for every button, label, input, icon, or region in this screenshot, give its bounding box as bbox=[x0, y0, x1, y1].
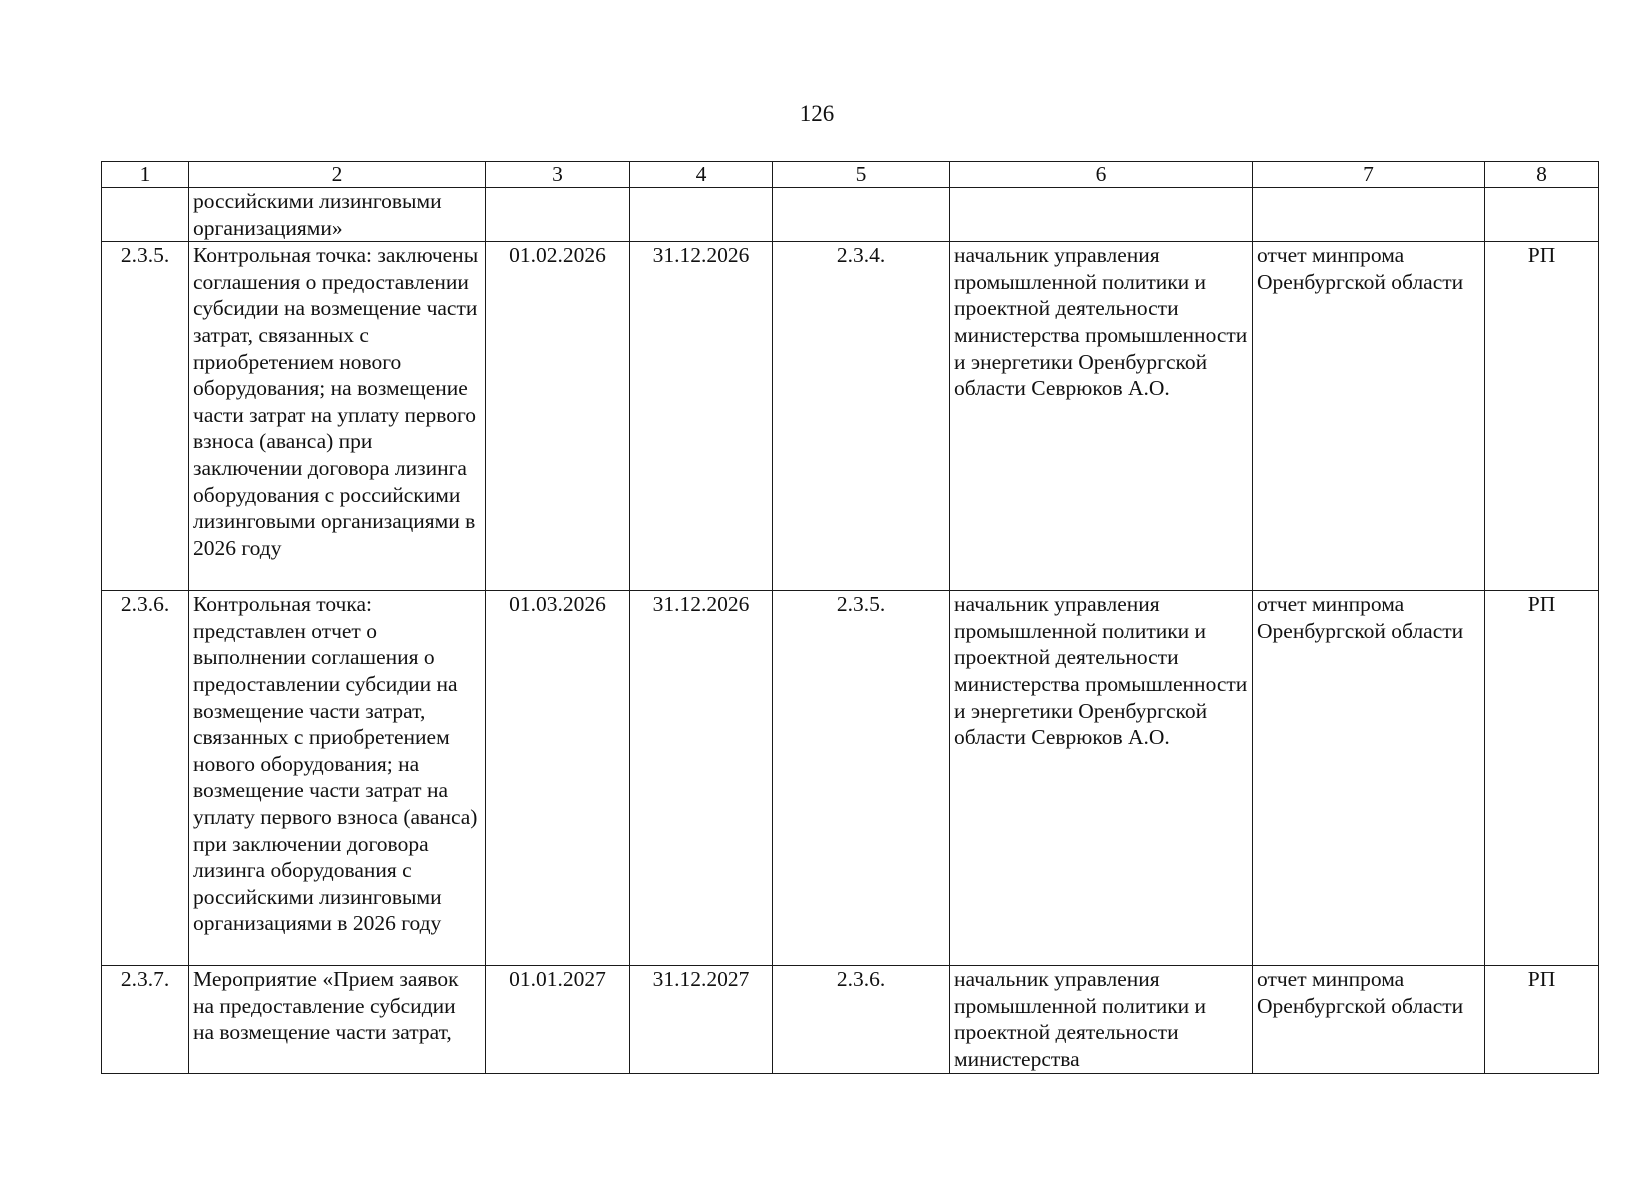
row-document: отчет минпрома Оренбургской области bbox=[1253, 966, 1485, 1073]
row-number bbox=[102, 188, 189, 242]
row-document: отчет минпрома Оренбургской области bbox=[1253, 242, 1485, 591]
row-end-date bbox=[630, 188, 773, 242]
row-start-date: 01.03.2026 bbox=[486, 591, 630, 966]
table-row bbox=[102, 242, 1599, 591]
row-responsible: начальник управления промышленной политики и проектной деятельности министерства промышленности и энергетики Оренбургской области Севрюков А.О. bbox=[950, 591, 1253, 966]
row-start-date: 01.01.2027 bbox=[486, 966, 630, 1073]
column-header: 1 bbox=[102, 162, 189, 188]
row-end-date: 31.12.2026 bbox=[630, 591, 773, 966]
column-header: 8 bbox=[1485, 162, 1599, 188]
row-dependency: 2.3.4. bbox=[773, 242, 950, 591]
row-responsible: начальник управления промышленной политики и проектной деятельности министерства промышленности и энергетики Оренбургской области Севрюков А.О. bbox=[950, 242, 1253, 591]
row-level: РП bbox=[1485, 966, 1599, 1073]
column-header: 4 bbox=[630, 162, 773, 188]
row-document bbox=[1253, 188, 1485, 242]
row-end-date: 31.12.2027 bbox=[630, 966, 773, 1073]
page-number: 126 bbox=[799, 101, 835, 126]
column-header: 2 bbox=[189, 162, 486, 188]
column-header: 6 bbox=[950, 162, 1253, 188]
row-start-date: 01.02.2026 bbox=[486, 242, 630, 591]
row-number: 2.3.6. bbox=[102, 591, 189, 966]
row-level: РП bbox=[1485, 242, 1599, 591]
row-number: 2.3.5. bbox=[102, 242, 189, 591]
row-start-date bbox=[486, 188, 630, 242]
row-name: российскими лизинговыми организациями» bbox=[189, 188, 486, 242]
column-header: 3 bbox=[486, 162, 630, 188]
table-row bbox=[102, 966, 1599, 1073]
row-number: 2.3.7. bbox=[102, 966, 189, 1073]
row-dependency: 2.3.6. bbox=[773, 966, 950, 1073]
row-level: РП bbox=[1485, 591, 1599, 966]
column-header: 7 bbox=[1253, 162, 1485, 188]
row-document: отчет минпрома Оренбургской области bbox=[1253, 591, 1485, 966]
table-header-row bbox=[102, 162, 1599, 188]
column-header: 5 bbox=[773, 162, 950, 188]
row-end-date: 31.12.2026 bbox=[630, 242, 773, 591]
row-name: Контрольная точка: представлен отчет о выполнении соглашения о предоставлении субсидии на возмещение части затрат, связанных с приобретением нового оборудования; на возмещение части затрат на уплату первого взноса (аванса) при заключении договора лизинга оборудования с российскими лизинговыми организациями в 2026 году bbox=[189, 591, 486, 966]
row-name: Контрольная точка: заключены соглашения о предоставлении субсидии на возмещение части затрат, связанных с приобретением нового оборудования; на возмещение части затрат на уплату первого взноса (аванса) при заключении договора лизинга оборудования с российскими лизинговыми организациями в 2026 году bbox=[189, 242, 486, 591]
row-level bbox=[1485, 188, 1599, 242]
table-row bbox=[102, 591, 1599, 966]
plan-table bbox=[101, 161, 1599, 1074]
row-dependency: 2.3.5. bbox=[773, 591, 950, 966]
row-responsible bbox=[950, 188, 1253, 242]
row-responsible: начальник управления промышленной политики и проектной деятельности министерства bbox=[950, 966, 1253, 1073]
row-dependency bbox=[773, 188, 950, 242]
table-row bbox=[102, 188, 1599, 242]
row-name: Мероприятие «Прием заявок на предоставление субсидии на возмещение части затрат, bbox=[189, 966, 486, 1073]
